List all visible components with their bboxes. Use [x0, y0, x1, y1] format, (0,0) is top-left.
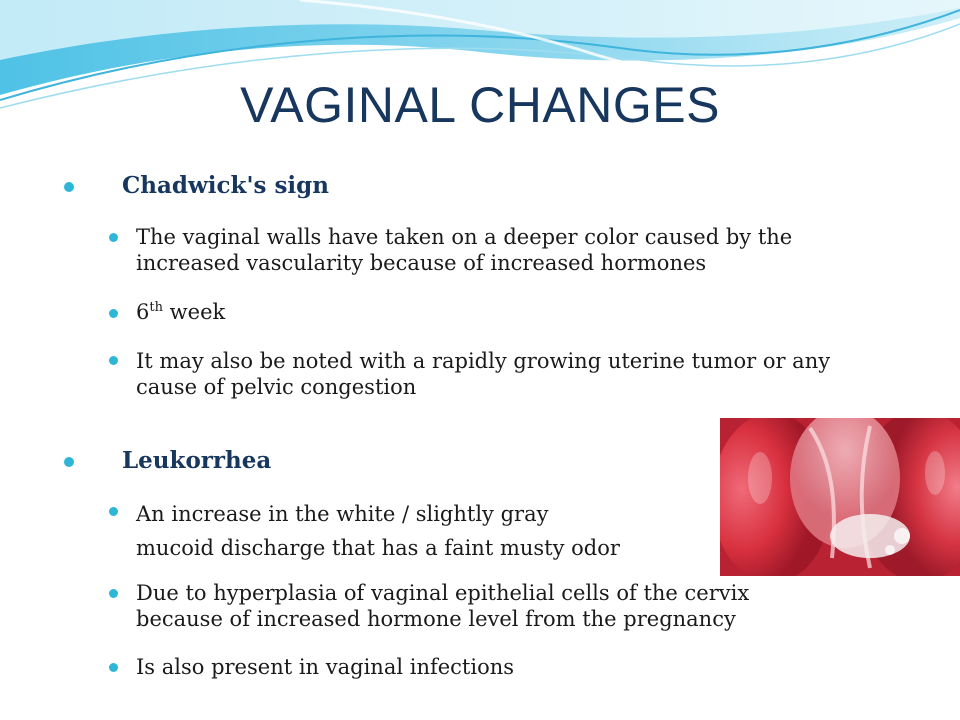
bullet-dot-icon: [64, 182, 74, 192]
point-line: It may also be noted with a rapidly growing uterine tumor or any: [136, 349, 831, 373]
point-text: [136, 348, 830, 400]
bullet-dot-icon: [109, 507, 118, 516]
point-line: mucoid discharge that has a faint musty odor: [136, 536, 620, 560]
section-heading-chadwicks-sign: Chadwick's sign: [122, 172, 329, 199]
bullet-dot-icon: [109, 356, 118, 365]
bullet-dot-icon: [109, 589, 118, 598]
bullet-dot-icon: [64, 457, 74, 467]
point-text: [136, 580, 749, 632]
bullet-dot-icon: [109, 663, 118, 672]
point-line: because of increased hormone level from the pregnancy: [136, 607, 736, 631]
point-text: [136, 497, 620, 565]
point-line: Due to hyperplasia of vaginal epithelial cells of the cervix: [136, 581, 750, 605]
point-line: increased vascularity because of increased hormones: [136, 251, 707, 275]
week-label: week: [162, 300, 226, 324]
point-text-week: [136, 299, 225, 325]
week-number: 6: [136, 300, 150, 324]
clinical-photo-image: [720, 418, 960, 576]
bullet-dot-icon: [109, 309, 118, 318]
point-line: An increase in the white / slightly gray: [136, 502, 549, 526]
bullet-dot-icon: [109, 233, 118, 242]
point-text: [136, 224, 792, 276]
point-line: Is also present in vaginal infections: [136, 655, 515, 679]
point-text: [136, 654, 514, 680]
point-line: The vaginal walls have taken on a deeper color caused by the: [136, 225, 793, 249]
point-line: cause of pelvic congestion: [136, 375, 417, 399]
section-heading-leukorrhea: Leukorrhea: [122, 447, 272, 474]
slide-title: VAGINAL CHANGES: [240, 77, 720, 133]
week-ordinal-suffix: th: [149, 300, 163, 315]
